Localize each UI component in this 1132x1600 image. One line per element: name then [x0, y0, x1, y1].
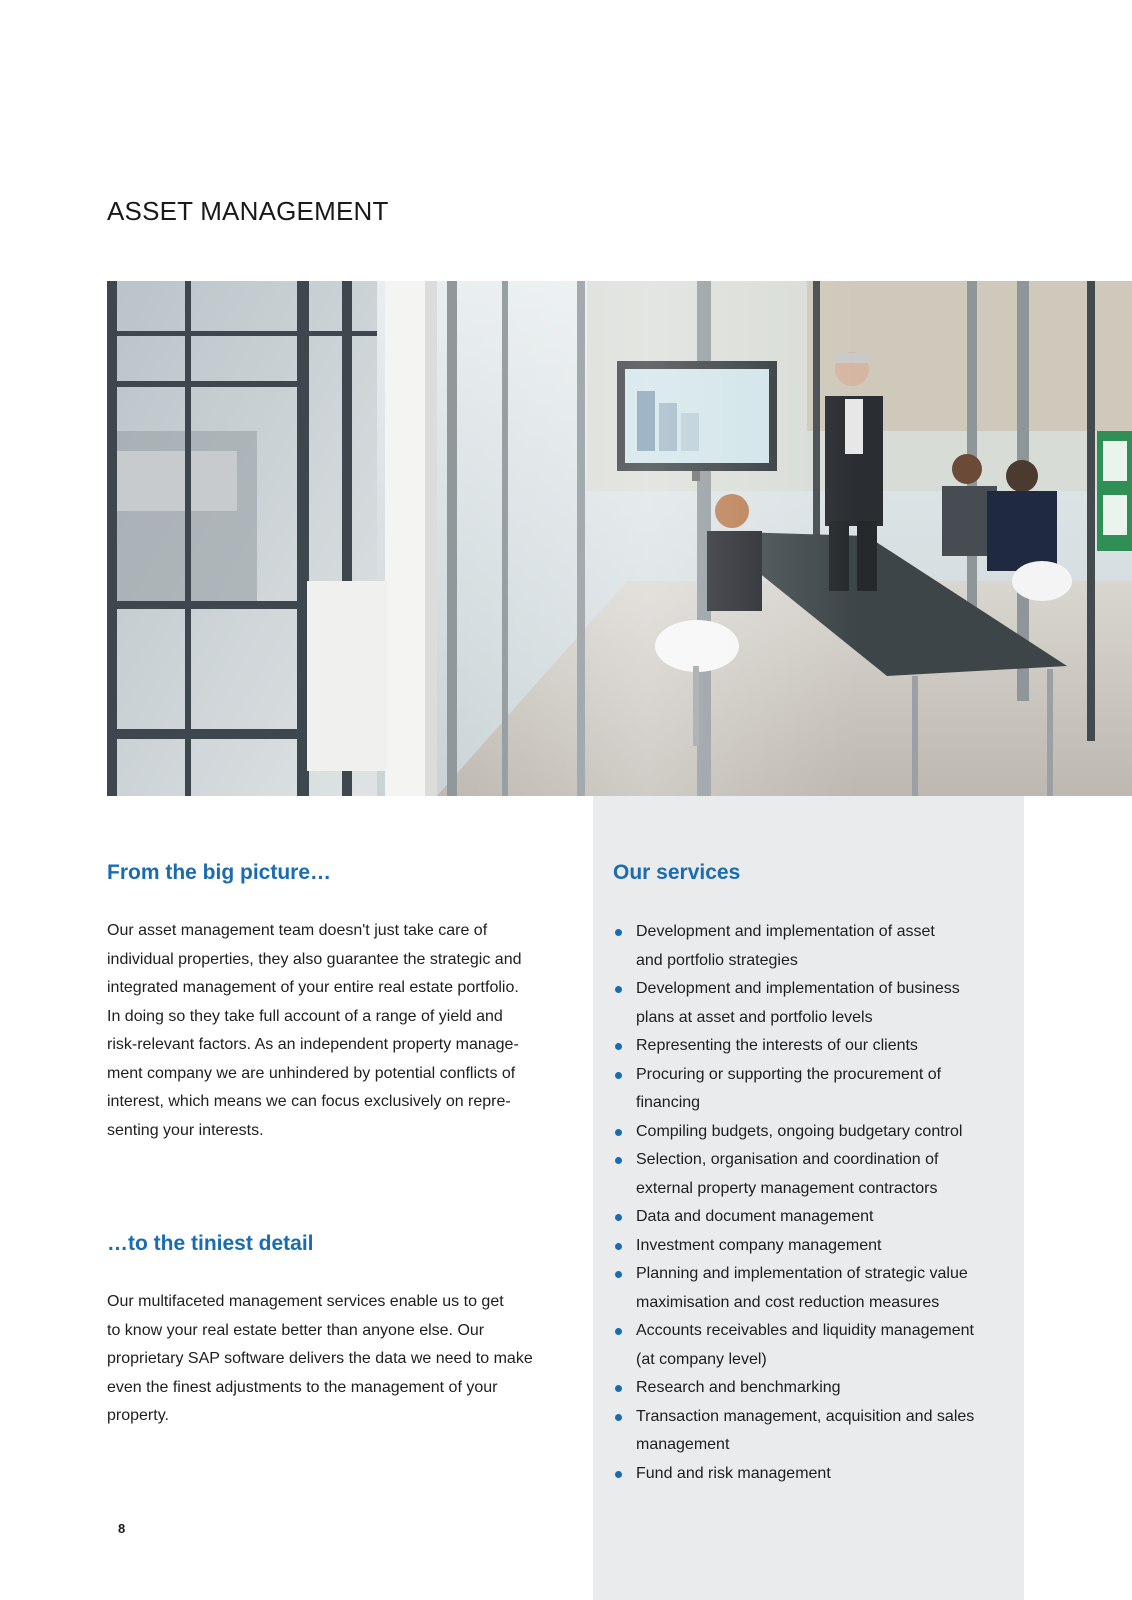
bullet-icon [615, 1385, 622, 1392]
bullet-icon [615, 1271, 622, 1278]
paragraph-line: interest, which means we can focus exclusively on repre- [107, 1093, 511, 1110]
service-item: Selection, organisation and coordination of external property management contractors [613, 1146, 1003, 1203]
page-title: ASSET MANAGEMENT [107, 196, 389, 226]
service-item: Research and benchmarking [613, 1374, 1003, 1403]
bullet-icon [615, 1471, 622, 1478]
paragraph-line: individual properties, they also guarantee the strategic and [107, 950, 522, 968]
section-heading-tiniest-detail: …to the tiniest detail [107, 1232, 314, 1255]
bullet-icon [615, 1043, 622, 1050]
service-item: Development and implementation of asset and portfolio strategies [613, 918, 1003, 975]
tiniest-detail-paragraph [107, 1288, 567, 1431]
paragraph-line: Our asset management team doesn't just take care of [107, 922, 488, 939]
service-item: Representing the interests of our clients [613, 1032, 1003, 1061]
paragraph-line: even the finest adjustments to the management of your [107, 1378, 498, 1396]
bullet-icon [615, 1214, 622, 1221]
service-item: Development and implementation of business plans at asset and portfolio levels [613, 975, 1003, 1032]
service-item: Accounts receivables and liquidity management (at company level) [613, 1317, 1003, 1374]
paragraph-line: risk-relevant factors. As an independent property manage- [107, 1036, 519, 1053]
paragraph-line: ment company we are unhindered by potential conflicts of [107, 1064, 516, 1082]
paragraph-line: to know your real estate better than anyone else. Our [107, 1321, 485, 1339]
service-item: Fund and risk management [613, 1460, 1003, 1489]
bullet-icon [615, 1072, 622, 1079]
service-item: Transaction management, acquisition and sales management [613, 1403, 1003, 1460]
bullet-icon [615, 929, 622, 936]
service-item: Compiling budgets, ongoing budgetary control [613, 1118, 1003, 1147]
bullet-icon [615, 1129, 622, 1136]
paragraph-line: proprietary SAP software delivers the data we need to make [107, 1350, 533, 1367]
big-picture-paragraph [107, 917, 567, 1145]
paragraph-line: property. [107, 1407, 169, 1424]
service-item: Procuring or supporting the procurement of financing [613, 1061, 1003, 1118]
service-item: Planning and implementation of strategic value maximisation and cost reduction measures [613, 1260, 1003, 1317]
section-heading-big-picture: From the big picture… [107, 861, 332, 884]
bullet-icon [615, 1243, 622, 1250]
bullet-icon [615, 986, 622, 993]
services-list [613, 918, 1003, 1488]
bullet-icon [615, 1157, 622, 1164]
service-item: Data and document management [613, 1203, 1003, 1232]
paragraph-line: In doing so they take full account of a range of yield and [107, 1007, 503, 1025]
bullet-icon [615, 1328, 622, 1335]
bullet-icon [615, 1414, 622, 1421]
page-number: 8 [118, 1521, 126, 1536]
section-heading-our-services: Our services [613, 861, 741, 884]
paragraph-line: integrated management of your entire real estate portfolio. [107, 979, 519, 996]
service-item: Investment company management [613, 1232, 1003, 1261]
paragraph-line: Our multifaceted management services enable us to get [107, 1293, 504, 1310]
meeting-room-photo [107, 281, 1132, 796]
paragraph-line: senting your interests. [107, 1121, 264, 1139]
